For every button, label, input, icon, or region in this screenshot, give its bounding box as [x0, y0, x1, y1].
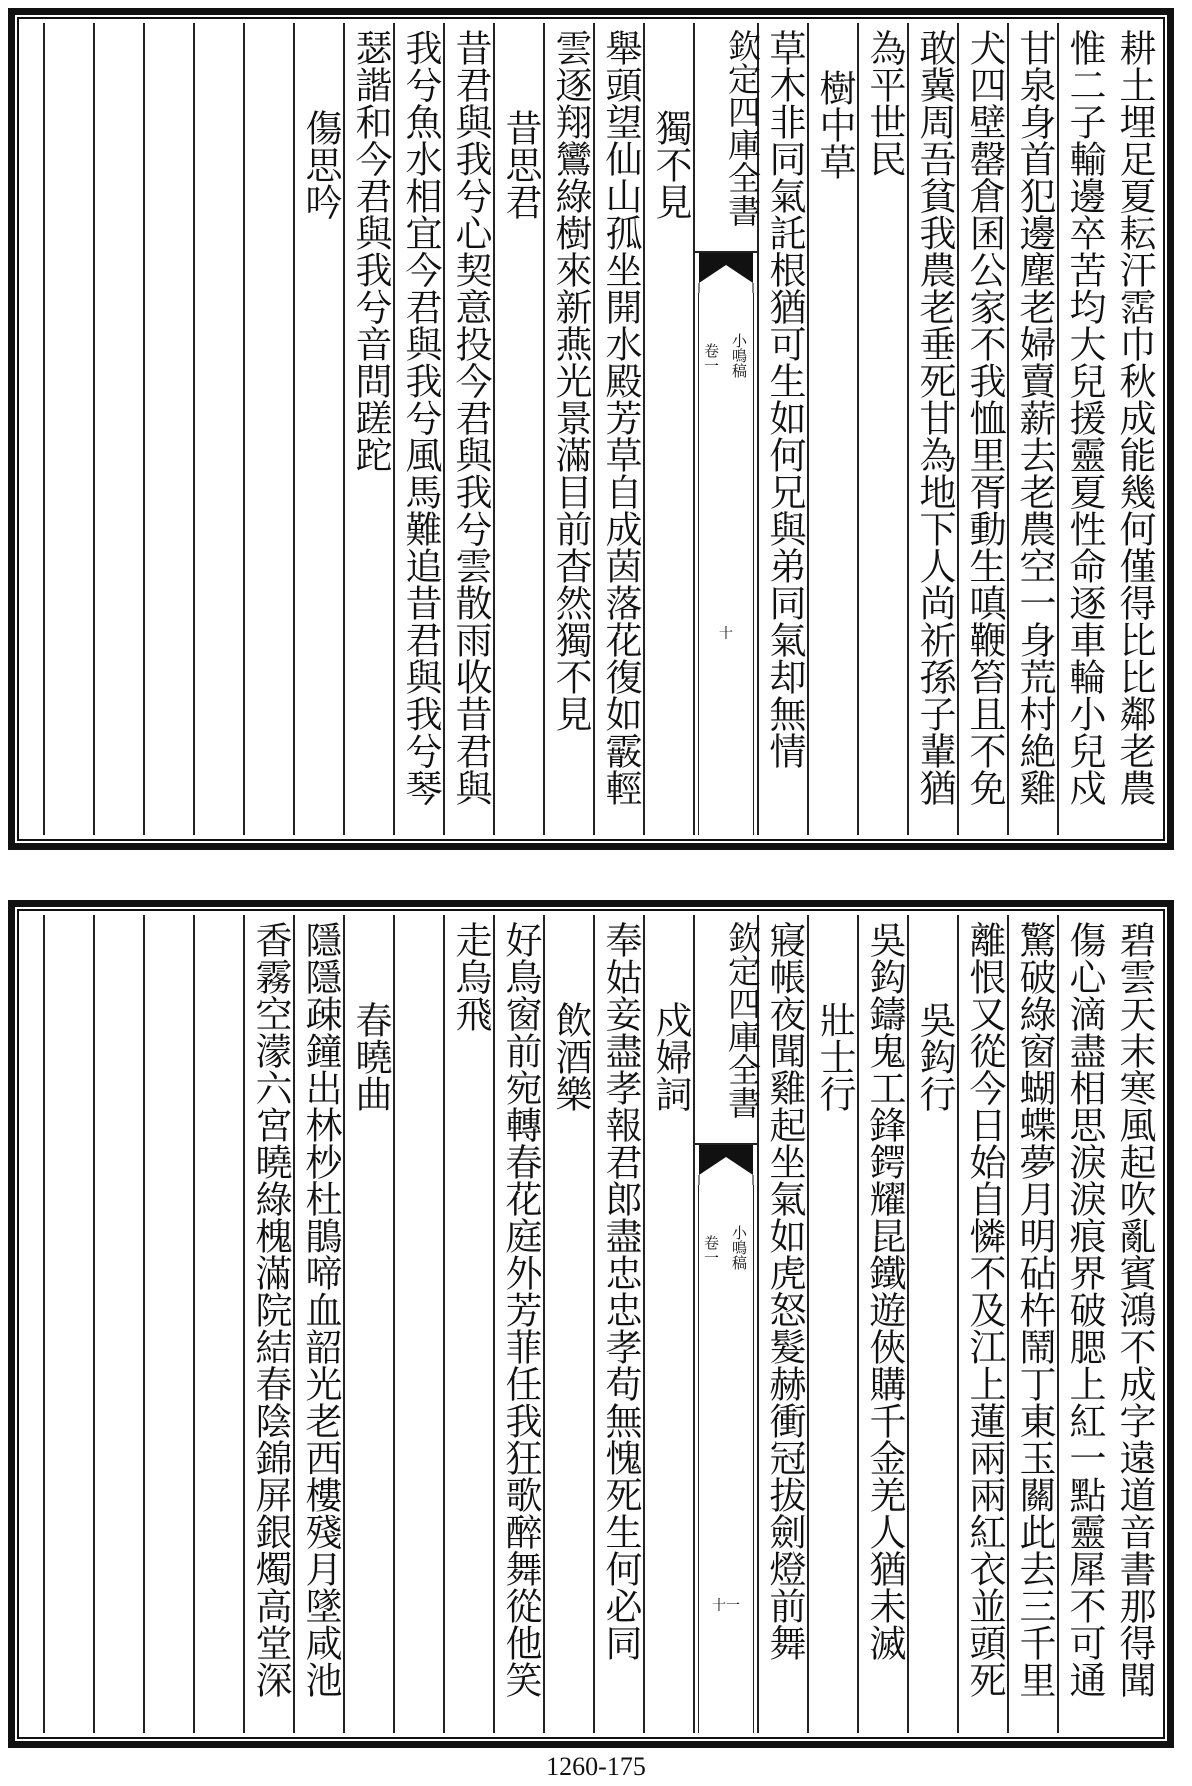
column-text: 敢冀周吾貧我農老垂死甘為地下人尚祈孫子輩猶 — [913, 29, 956, 806]
column-text: 寢帳夜聞雞起坐氣如虎怒髮赫衝冠拔劍燈前舞 — [763, 921, 806, 1661]
text-column — [43, 23, 95, 835]
center-fold-column — [693, 915, 762, 1733]
text-column — [757, 915, 809, 1733]
text-column — [493, 915, 545, 1733]
text-column — [193, 23, 245, 835]
column-text: 吳鈎行 — [913, 1001, 956, 1112]
text-column — [93, 23, 145, 835]
column-text: 舉頭望仙山孤坐開水殿芳草自成茵落花復如霰輕 — [599, 29, 642, 806]
poem-title — [293, 23, 345, 835]
poem-title — [493, 23, 545, 835]
poem-title — [807, 915, 859, 1733]
book-name: 小鳴稿 — [730, 1225, 748, 1270]
top-page-frame — [8, 8, 1174, 850]
poem-title — [643, 915, 695, 1733]
column-text: 犬四壁罄倉囷公家不我恤里胥動生嗔鞭笞且不免 — [963, 29, 1006, 806]
text-column — [857, 23, 909, 835]
poem-title — [543, 915, 595, 1733]
poem-title — [643, 23, 695, 835]
text-column — [243, 915, 295, 1733]
text-column — [1007, 915, 1059, 1733]
column-text: 奉姑妾盡孝報君郎盡忠忠孝苟無愧死生何必同 — [599, 921, 642, 1661]
volume-label: 卷一 — [702, 1235, 720, 1265]
text-column — [907, 23, 959, 835]
text-column — [1109, 23, 1159, 835]
column-text: 壯士行 — [813, 1001, 856, 1112]
text-column — [593, 23, 645, 835]
column-text: 為平世民 — [863, 29, 906, 177]
column-text: 香霧空濛六宮曉綠槐滿院結春陰錦屏銀燭高堂深 — [249, 921, 292, 1698]
poem-title — [443, 915, 495, 1733]
center-inner-frame — [695, 1185, 757, 1733]
text-column — [43, 915, 95, 1733]
column-text: 獨不見 — [649, 109, 692, 220]
column-text: 好鳥窗前宛轉春花庭外芳菲任我狂歌醉舞從他笑 — [499, 921, 542, 1698]
column-text: 雲逐翔鸞綠樹來新燕光景滿目前杳然獨不見 — [549, 29, 592, 732]
column-text: 碧雲天末寒風起吹亂賓鴻不成字遠道音書那得聞 — [1113, 921, 1156, 1698]
column-text: 草木非同氣託根猶可生如何兄與弟同氣却無情 — [763, 29, 806, 769]
page-number: 1260-175 — [546, 1752, 646, 1781]
top-page-body — [23, 23, 1159, 835]
poem-title — [907, 915, 959, 1733]
column-text: 驚破綠窗蝴蝶夢月明砧杵鬧丁東玉關此去三千里 — [1013, 921, 1056, 1698]
book-title: 欽定四庫全書 — [695, 23, 757, 253]
text-column — [343, 23, 395, 835]
column-text: 昔君與我兮心契意投今君與我兮雲散雨收昔君與 — [449, 29, 492, 806]
column-text: 傷心滴盡相思淚淚痕界破腮上紅一點靈犀不可通 — [1063, 921, 1106, 1698]
column-text: 傷思吟 — [299, 109, 342, 220]
column-text: 昔思君 — [499, 109, 542, 220]
text-column — [543, 23, 595, 835]
text-column — [957, 915, 1009, 1733]
book-name: 小鳴稿 — [730, 333, 748, 378]
poem-title — [807, 23, 859, 835]
column-text: 瑟諧和今君與我兮音問蹉跎 — [349, 29, 392, 473]
text-column — [593, 915, 645, 1733]
column-text: 甘泉身首犯邊塵老婦賣薪去老農空一身荒村絶雞 — [1013, 29, 1056, 806]
book-title: 欽定四庫全書 — [695, 915, 757, 1145]
fish-tail-ornament — [695, 1145, 757, 1185]
text-column — [1109, 915, 1159, 1733]
text-column — [1007, 23, 1059, 835]
column-text: 走烏飛 — [449, 921, 492, 1032]
center-inner-frame — [695, 293, 757, 835]
text-column — [443, 23, 495, 835]
center-fold-column — [693, 23, 762, 835]
column-text: 樹中草 — [813, 69, 856, 180]
column-text: 隱隱疎鐘出林杪杜鵑啼血韶光老西樓殘月墜咸池 — [299, 921, 342, 1698]
column-text: 飲酒樂 — [549, 1001, 592, 1112]
leaf-number: 十一 — [712, 1598, 740, 1614]
text-column — [393, 23, 445, 835]
text-column — [757, 23, 809, 835]
column-text: 我兮魚水相宜今君與我兮風馬難追昔君與我兮琴 — [399, 29, 442, 806]
text-column — [93, 915, 145, 1733]
bottom-page-frame — [8, 900, 1174, 1748]
text-column — [957, 23, 1009, 835]
text-column — [857, 915, 909, 1733]
fish-tail-ornament — [695, 253, 757, 293]
column-text: 離恨又從今日始自憐不及江上蓮兩兩紅衣並頭死 — [963, 921, 1006, 1698]
text-column — [143, 915, 195, 1733]
column-text: 春曉曲 — [349, 1001, 392, 1112]
text-column — [243, 23, 295, 835]
leaf-number: 十 — [719, 626, 733, 642]
column-text: 惟二子輸邊卒苦均大兒援靈夏性命逐車輪小兒戍 — [1063, 29, 1106, 806]
poem-title — [343, 915, 395, 1733]
text-column — [393, 915, 445, 1733]
text-column — [293, 915, 345, 1733]
text-column — [1057, 23, 1109, 835]
bottom-page-body — [23, 915, 1159, 1733]
column-text: 耕土埋足夏耘汗霑巾秋成能幾何僅得比比鄰老農 — [1113, 29, 1156, 806]
text-column — [193, 915, 245, 1733]
volume-label: 卷一 — [702, 343, 720, 373]
text-column — [143, 23, 195, 835]
column-text: 戍婦詞 — [649, 1001, 692, 1112]
column-text: 吳鈎鑄鬼工鋒鍔耀昆鐵遊俠購千金羌人猶未滅 — [863, 921, 906, 1661]
text-column — [1057, 915, 1109, 1733]
